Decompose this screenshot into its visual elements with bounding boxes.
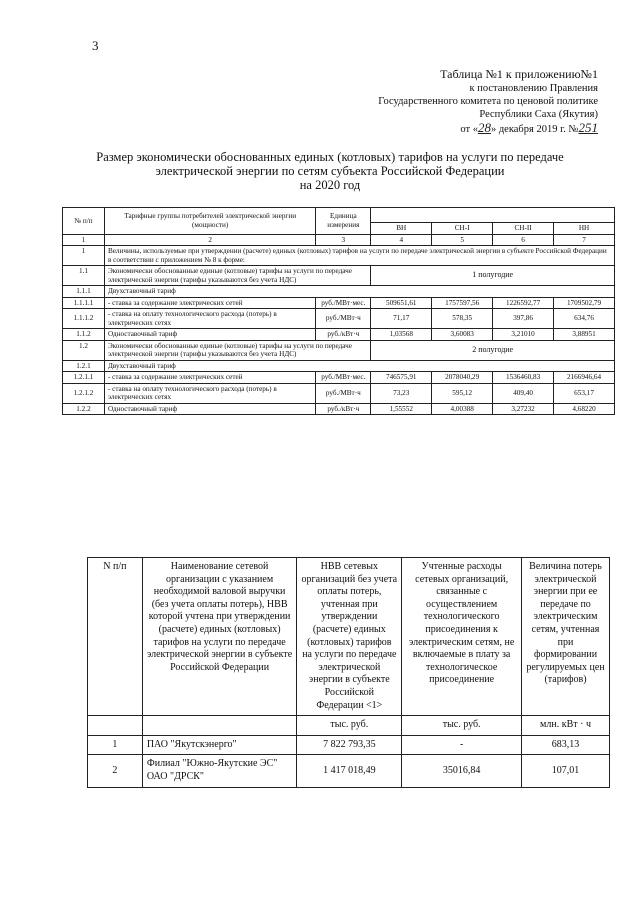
value-nn: 4,68220 [554, 403, 615, 415]
value-sn2: 3,27232 [493, 403, 554, 415]
org-name: Филиал "Южно-Якутские ЭС" ОАО "ДРСК" [142, 755, 297, 787]
row-text: - ставка за содержание электрических сетей [104, 372, 315, 384]
row-text: Экономически обоснованные единые (котловые) тарифы на услуги по передаче электрической энергии (тарифы указываются без учета НДС) [104, 266, 370, 286]
row-unit: руб./МВт·ч [316, 383, 371, 403]
page-number: 3 [92, 38, 99, 53]
row-no: 1 [88, 735, 143, 755]
table-row [63, 360, 615, 372]
header-date-line [378, 121, 598, 136]
col-header-name: Наименование сетевой организации с указанием необходимой валовой выручки (без учета оплаты потерь), НВВ которой учтена при утверждении (расчете) единых (котловых) тарифов на услуги по передаче электрической энергии в субъекте Российской Федерации [142, 558, 297, 716]
value-sn2: 1536460,83 [493, 372, 554, 384]
row-text: - ставка на оплату технологического расхода (потерь) в электрических сетях [104, 309, 315, 329]
col-header-no: № п/п [63, 208, 105, 235]
tariff-table [62, 207, 615, 415]
value-nn: 1709502,79 [554, 297, 615, 309]
value-sn1: 2078040,29 [432, 372, 493, 384]
row-text: - ставка на оплату технологического расхода (потерь) в электрических сетях [104, 383, 315, 403]
row-text: Экономически обоснованные единые (котловые) тарифы на услуги по передаче электрической энергии (тарифы указываются без учета НДС) [104, 340, 370, 360]
col-header-expenses: Учтенные расходы сетевых организаций, связанные с осуществлением технологического присоединения к электрическим сетям, не включаемые в плату за технологическое присоединение [402, 558, 522, 716]
col-number: 6 [493, 234, 554, 246]
period-label: 2 полугодие [371, 340, 615, 360]
table-row [63, 309, 615, 329]
row-text: Одноставочный тариф [104, 329, 315, 341]
table-row [63, 340, 615, 360]
col-header-voltage-spacer [371, 208, 615, 223]
table-row [63, 329, 615, 341]
col-number: 3 [316, 234, 371, 246]
value-vn: 1,55552 [371, 403, 432, 415]
header-date-middle: » декабря 2019 г. № [490, 124, 579, 135]
unit-cell-empty [142, 716, 297, 736]
title-line-3: на 2020 год [299, 178, 361, 192]
value-vn: 1,03568 [371, 329, 432, 341]
losses-value: 107,01 [522, 755, 610, 787]
col-header-vn: ВН [371, 223, 432, 235]
header-date-prefix: от « [460, 124, 478, 135]
value-sn1: 4,00388 [432, 403, 493, 415]
column-number-row [63, 234, 615, 246]
row-unit: руб./кВт·ч [316, 329, 371, 341]
col-header-nn: НН [554, 223, 615, 235]
row-text: Одноставочный тариф [104, 403, 315, 415]
value-nn: 3,88951 [554, 329, 615, 341]
header-resolution: к постановлению Правления [469, 83, 598, 94]
handwritten-day: 28 [477, 120, 491, 135]
value-vn: 71,17 [371, 309, 432, 329]
network-organizations-table [87, 557, 610, 788]
header-republic: Республики Саха (Якутия) [479, 109, 598, 120]
table-row [63, 297, 615, 309]
title-line-1: Размер экономически обоснованных единых (котловых) тарифов на услуги по передаче [96, 150, 564, 164]
period-label: 1 полугодие [371, 266, 615, 286]
col-header-nvv: НВВ сетевых организаций без учета оплаты потерь, учтенная при утверждении (расчете) единых (котловых) тарифов на услуги по передаче электрической энергии в субъекте Российской Федерации <1> [297, 558, 402, 716]
value-sn1: 3,60083 [432, 329, 493, 341]
value-sn2: 409,40 [493, 383, 554, 403]
row-no: 1.1.2 [63, 329, 105, 341]
units-row [88, 716, 610, 736]
row-text: Двухставочный тариф [104, 360, 614, 372]
col-number: 2 [104, 234, 315, 246]
expenses-value: - [402, 735, 522, 755]
value-vn: 509651,61 [371, 297, 432, 309]
col-header-group: Тарифные группы потребителей электрической энергии (мощности) [104, 208, 315, 235]
col-header-unit: Единица измерения [316, 208, 371, 235]
document-header [378, 66, 598, 136]
document-title [70, 150, 590, 192]
header-committee: Государственного комитета по ценовой политике [378, 96, 598, 107]
table-row [88, 735, 610, 755]
row-no: 1.1.1.1 [63, 297, 105, 309]
value-sn2: 1226592,77 [493, 297, 554, 309]
unit-cell-empty [88, 716, 143, 736]
row-unit: руб./МВт·мес. [316, 297, 371, 309]
header-table-ref: Таблица №1 к приложению№1 [440, 67, 598, 81]
row-no: 1.2.2 [63, 403, 105, 415]
row-text: Двухставочный тариф [104, 286, 614, 298]
col-number: 4 [371, 234, 432, 246]
value-sn2: 397,86 [493, 309, 554, 329]
row-no: 1.2.1 [63, 360, 105, 372]
value-nn: 653,17 [554, 383, 615, 403]
row-no: 1 [63, 246, 105, 266]
row-no: 1.1.1 [63, 286, 105, 298]
expenses-value: 35016,84 [402, 755, 522, 787]
table-row [63, 372, 615, 384]
value-sn1: 1757597,56 [432, 297, 493, 309]
value-sn1: 578,35 [432, 309, 493, 329]
table-row [88, 755, 610, 787]
unit-losses: млн. кВт · ч [522, 716, 610, 736]
row-unit: руб./МВт·мес. [316, 372, 371, 384]
col-header-losses: Величина потерь электрической энергии при ее передаче по электрическим сетям, учтенная при формировании регулируемых цен (тарифов) [522, 558, 610, 716]
table-row [63, 266, 615, 286]
row-no: 1.1.1.2 [63, 309, 105, 329]
col-number: 1 [63, 234, 105, 246]
row-unit: руб./МВт·ч [316, 309, 371, 329]
table-row [63, 286, 615, 298]
handwritten-number: 251 [578, 120, 598, 135]
value-nn: 634,76 [554, 309, 615, 329]
table-row [63, 383, 615, 403]
unit-nvv: тыс. руб. [297, 716, 402, 736]
title-line-2: электрической энергии по сетям субъекта Российской Федерации [155, 164, 505, 178]
col-number: 7 [554, 234, 615, 246]
col-number: 5 [432, 234, 493, 246]
nvv-value: 1 417 018,49 [297, 755, 402, 787]
row-text: Величины, используемые при утверждении (расчете) единых (котловых) тарифов на услуги по передаче электрической энергии в субъекте Российской Федерации в соответствии с приложением № 8 к форме: [104, 246, 614, 266]
col-header-no: N п/п [88, 558, 143, 716]
row-no: 1.2 [63, 340, 105, 360]
row-text: - ставка за содержание электрических сетей [104, 297, 315, 309]
row-no: 1.2.1.1 [63, 372, 105, 384]
col-header-sn2: СН-II [493, 223, 554, 235]
nvv-value: 7 822 793,35 [297, 735, 402, 755]
losses-value: 683,13 [522, 735, 610, 755]
row-no: 1.1 [63, 266, 105, 286]
value-sn2: 3,21010 [493, 329, 554, 341]
table-row [63, 403, 615, 415]
row-no: 2 [88, 755, 143, 787]
unit-expenses: тыс. руб. [402, 716, 522, 736]
row-no: 1.2.1.2 [63, 383, 105, 403]
value-vn: 73,23 [371, 383, 432, 403]
col-header-sn1: СН-I [432, 223, 493, 235]
value-nn: 2166946,64 [554, 372, 615, 384]
value-sn1: 595,12 [432, 383, 493, 403]
org-name: ПАО "Якутскэнерго" [142, 735, 297, 755]
table-header-row [88, 558, 610, 716]
table-header-row [63, 208, 615, 223]
value-vn: 746575,91 [371, 372, 432, 384]
table-row [63, 246, 615, 266]
row-unit: руб./кВт·ч [316, 403, 371, 415]
